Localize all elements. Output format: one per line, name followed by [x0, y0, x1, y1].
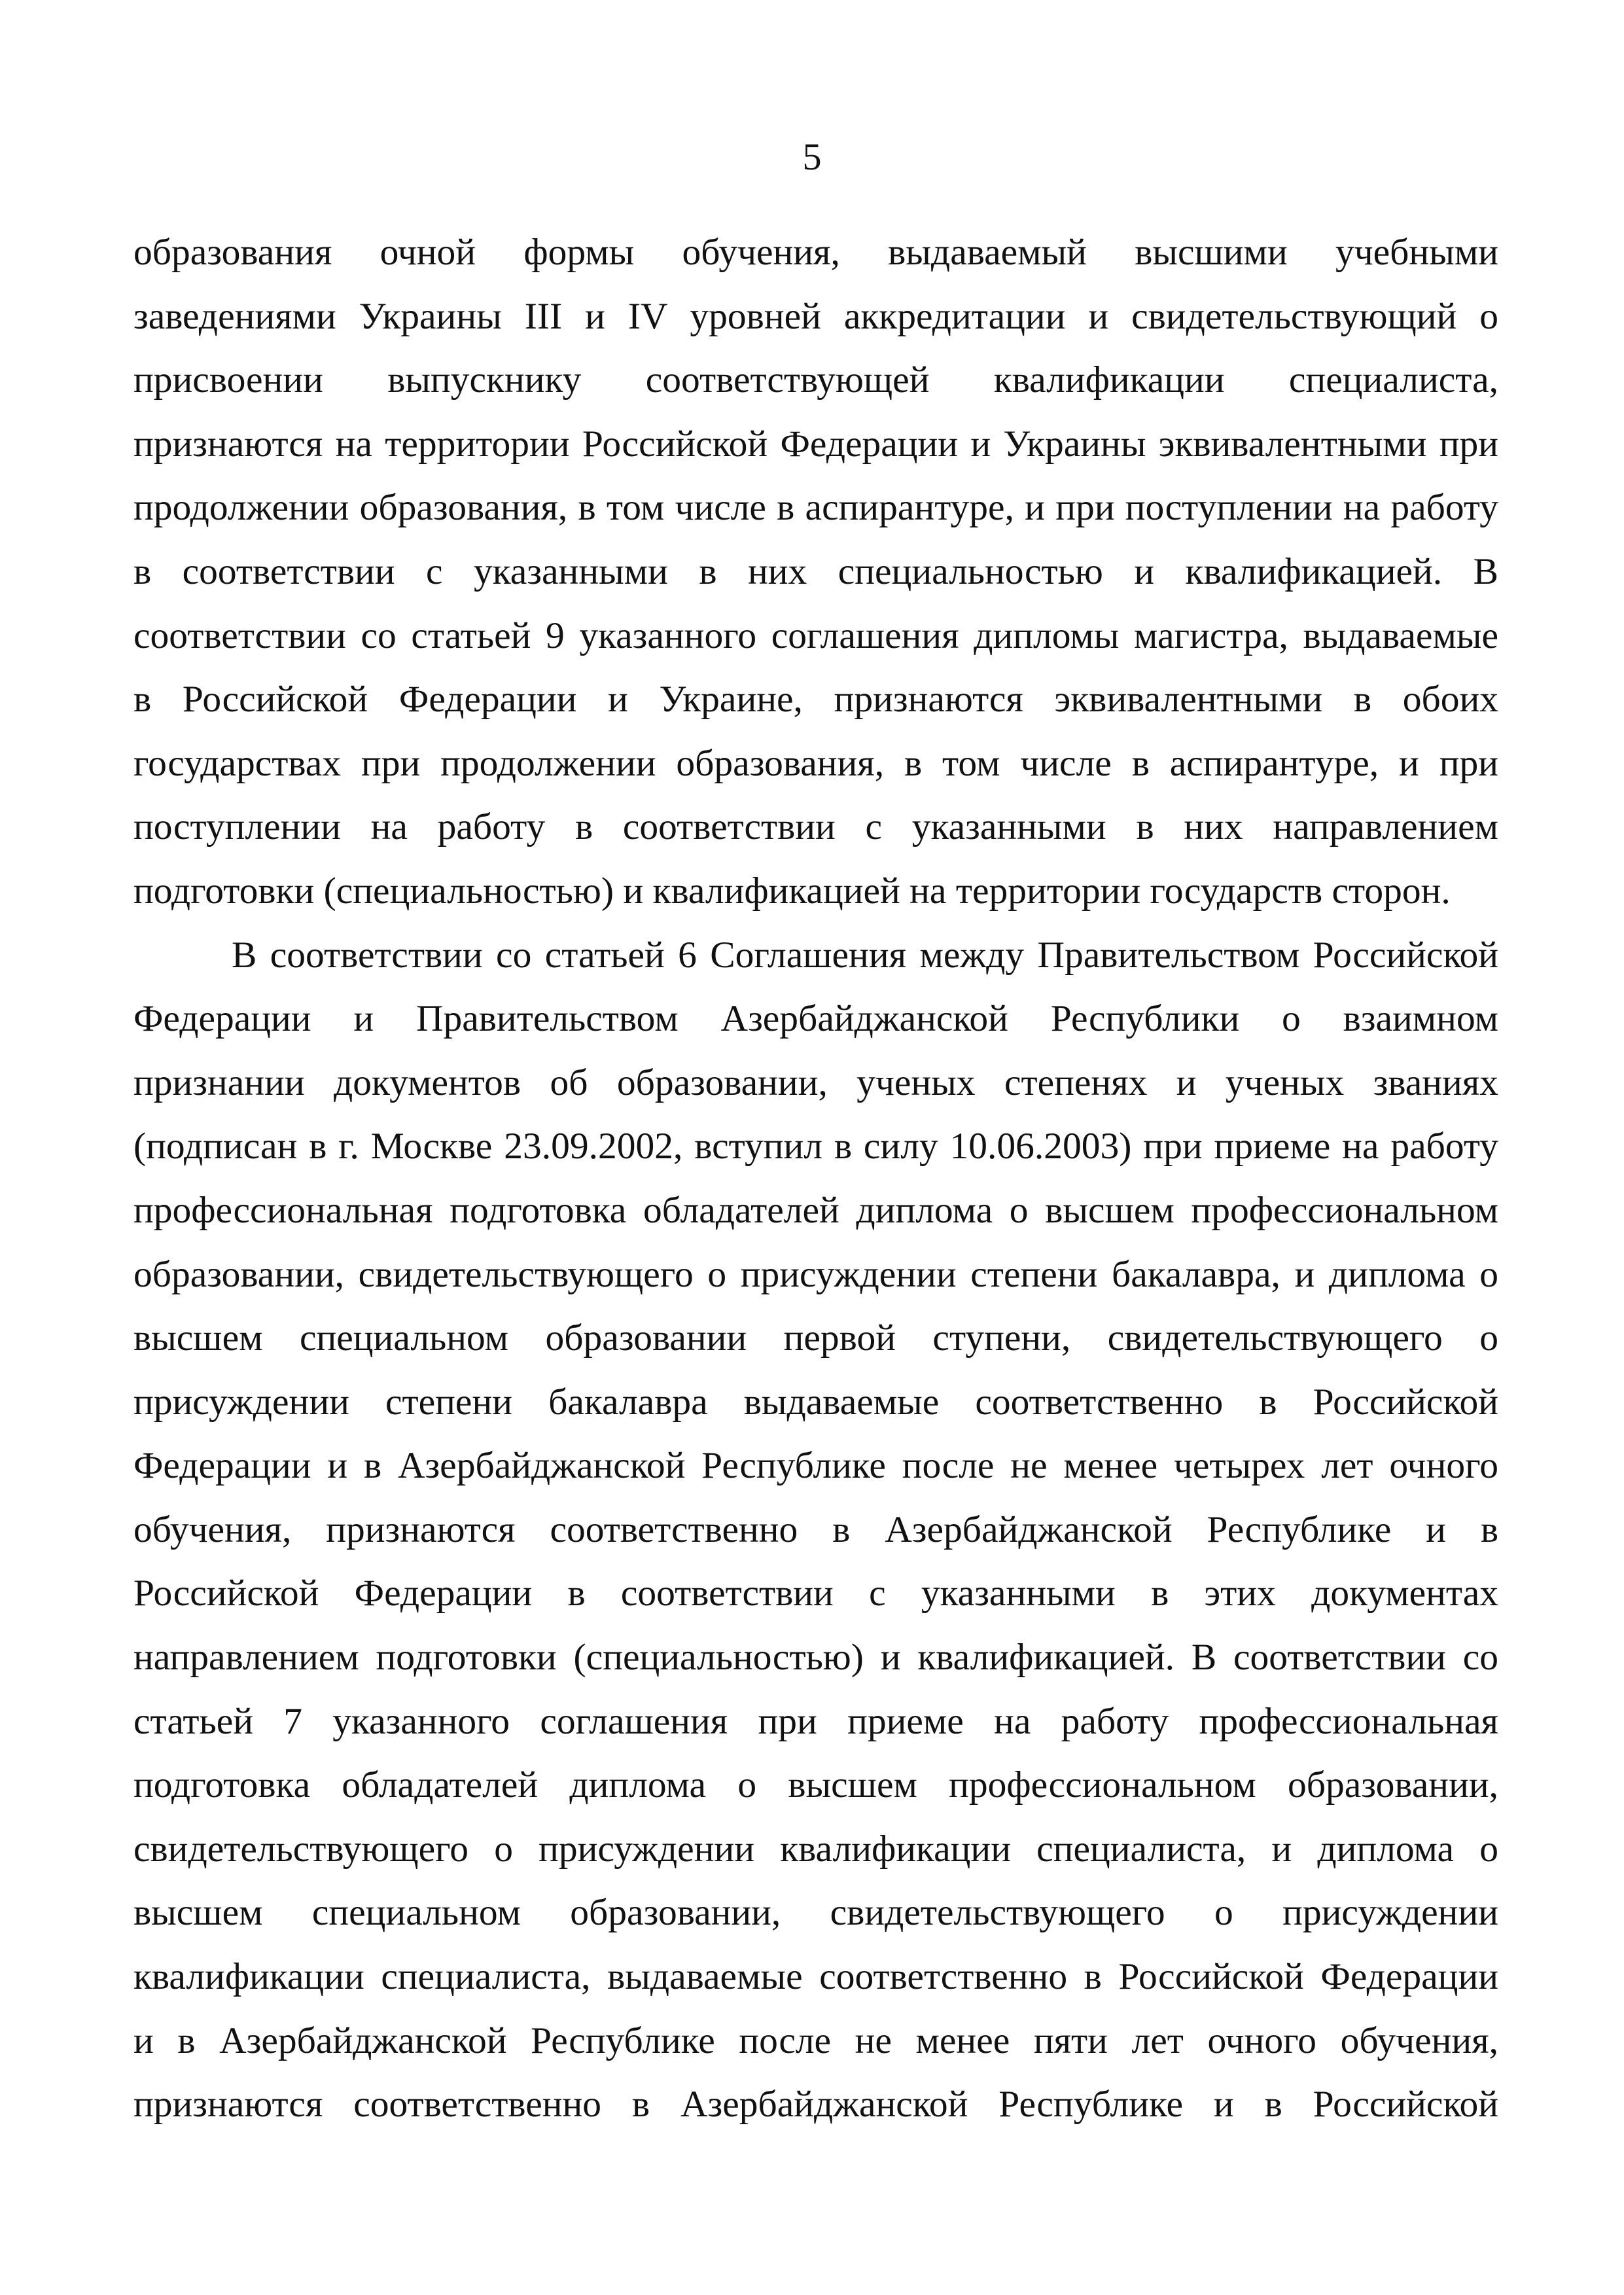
text-line: (подписан в г. Москве 23.09.2002, вступил в силу 10.06.2003) при приеме на работу — [133, 1126, 1498, 1167]
text-line: признаются на территории Российской Федерации и Украины эквивалентными при — [133, 423, 1498, 465]
text-line: Российской Федерации в соответствии с указанными в этих документах — [133, 1573, 1498, 1614]
text-line: В соответствии со статьей 6 Соглашения между Правительством Российской — [232, 934, 1498, 976]
text-line: высшем специальном образовании, свидетельствующего о присуждении — [133, 1892, 1498, 1934]
document-body — [133, 221, 1498, 2137]
text-line: профессиональная подготовка обладателей диплома о высшем профессиональном — [133, 1189, 1498, 1231]
text-line: образования очной формы обучения, выдаваемый высшими учебными — [133, 232, 1498, 273]
text-line: статьей 7 указанного соглашения при приеме на работу профессиональная — [133, 1700, 1498, 1742]
text-line: Федерации и Правительством Азербайджанской Республики о взаимном — [133, 998, 1498, 1040]
text-line: и в Азербайджанской Республике после не менее пяти лет очного обучения, — [133, 2019, 1498, 2061]
text-line: поступлении на работу в соответствии с указанными в них направлением — [133, 806, 1498, 848]
text-line: квалификации специалиста, выдаваемые соответственно в Российской Федерации — [133, 1956, 1498, 1998]
text-line: образовании, свидетельствующего о присуждении степени бакалавра, и диплома о — [133, 1253, 1498, 1295]
text-line: заведениями Украины III и IV уровней аккредитации и свидетельствующий о — [133, 295, 1498, 337]
text-line: подготовки (специальностью) и квалификацией на территории государств сторон. — [133, 870, 1451, 912]
text-line: присвоении выпускнику соответствующей квалификации специалиста, — [133, 359, 1498, 401]
text-line: свидетельствующего о присуждении квалификации специалиста, и диплома о — [133, 1828, 1498, 1870]
text-line: присуждении степени бакалавра выдаваемые соответственно в Российской — [133, 1381, 1498, 1423]
text-line: в Российской Федерации и Украине, признаются эквивалентными в обоих — [133, 679, 1498, 721]
text-line: обучения, признаются соответственно в Азербайджанской Республике и в — [133, 1508, 1498, 1550]
text-line: продолжении образования, в том числе в аспирантуре, и при поступлении на работу — [133, 487, 1498, 529]
text-line: в соответствии с указанными в них специальностью и квалификацией. В — [133, 550, 1498, 592]
text-line: направлением подготовки (специальностью) и квалификацией. В соответствии со — [133, 1637, 1498, 1679]
text-line: подготовка обладателей диплома о высшем профессиональном образовании, — [133, 1764, 1498, 1806]
text-line: признании документов об образовании, ученых степенях и ученых званиях — [133, 1061, 1498, 1103]
text-line: высшем специальном образовании первой ступени, свидетельствующего о — [133, 1317, 1498, 1359]
text-line: признаются соответственно в Азербайджанской Республике и в Российской — [133, 2084, 1498, 2126]
text-line: соответствии со статьей 9 указанного соглашения дипломы магистра, выдаваемые — [133, 614, 1498, 656]
text-line: Федерации и в Азербайджанской Республике после не менее четырех лет очного — [133, 1445, 1498, 1487]
page-number: 5 — [802, 135, 822, 178]
text-line: государствах при продолжении образования, в том числе в аспирантуре, и при — [133, 742, 1498, 784]
